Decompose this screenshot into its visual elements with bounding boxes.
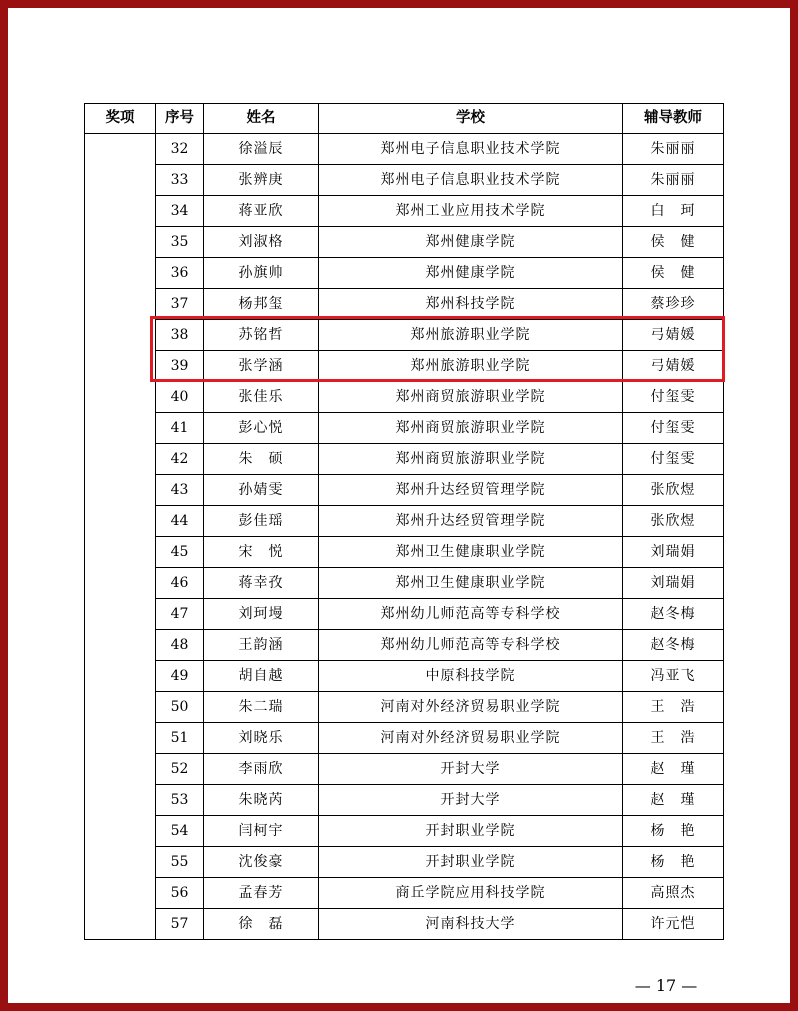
name-cell: 宋 悦 [204,537,319,568]
seq-cell: 50 [156,692,204,723]
teacher-cell: 王 浩 [623,723,724,754]
header-award: 奖项 [85,104,156,134]
seq-cell: 40 [156,382,204,413]
seq-cell: 57 [156,909,204,940]
school-cell: 郑州电子信息职业技术学院 [319,165,623,196]
school-cell: 河南科技大学 [319,909,623,940]
school-cell: 郑州健康学院 [319,227,623,258]
table-row [85,847,724,878]
teacher-cell: 蔡珍珍 [623,289,724,320]
seq-cell: 32 [156,134,204,165]
teacher-cell: 王 浩 [623,692,724,723]
header-name: 姓名 [204,104,319,134]
table-row [85,475,724,506]
teacher-cell: 刘瑞娟 [623,537,724,568]
school-cell: 郑州健康学院 [319,258,623,289]
school-cell: 开封职业学院 [319,847,623,878]
table-row [85,568,724,599]
name-cell: 朱二瑞 [204,692,319,723]
teacher-cell: 张欣煜 [623,506,724,537]
name-cell: 沈俊豪 [204,847,319,878]
school-cell: 郑州旅游职业学院 [319,320,623,351]
table-row [85,351,724,382]
name-cell: 彭佳瑶 [204,506,319,537]
school-cell: 郑州卫生健康职业学院 [319,537,623,568]
seq-cell: 54 [156,816,204,847]
table-row [85,785,724,816]
table-row [85,382,724,413]
teacher-cell: 刘瑞娟 [623,568,724,599]
teacher-cell: 赵 瑾 [623,785,724,816]
school-cell: 郑州升达经贸管理学院 [319,506,623,537]
school-cell: 郑州电子信息职业技术学院 [319,134,623,165]
school-cell: 商丘学院应用科技学院 [319,878,623,909]
school-cell: 郑州幼儿师范高等专科学校 [319,630,623,661]
header-school: 学校 [319,104,623,134]
teacher-cell: 弓婧媛 [623,351,724,382]
table-header-row [85,104,724,134]
name-cell: 蒋亚欣 [204,196,319,227]
teacher-cell: 白 珂 [623,196,724,227]
table-row [85,444,724,475]
name-cell: 徐溢辰 [204,134,319,165]
teacher-cell: 付玺雯 [623,413,724,444]
table-row [85,754,724,785]
name-cell: 孙旗帅 [204,258,319,289]
teacher-cell: 杨 艳 [623,847,724,878]
name-cell: 杨邦玺 [204,289,319,320]
seq-cell: 47 [156,599,204,630]
table-row [85,816,724,847]
table-row [85,165,724,196]
award-cell [85,134,156,940]
name-cell: 闫柯宇 [204,816,319,847]
teacher-cell: 赵 瑾 [623,754,724,785]
name-cell: 苏铭哲 [204,320,319,351]
table-row [85,692,724,723]
name-cell: 朱 硕 [204,444,319,475]
seq-cell: 55 [156,847,204,878]
name-cell: 张佳乐 [204,382,319,413]
school-cell: 郑州商贸旅游职业学院 [319,382,623,413]
table-row [85,537,724,568]
teacher-cell: 张欣煜 [623,475,724,506]
teacher-cell: 侯 健 [623,258,724,289]
name-cell: 张学涵 [204,351,319,382]
name-cell: 张辨庚 [204,165,319,196]
teacher-cell: 付玺雯 [623,382,724,413]
teacher-cell: 赵冬梅 [623,630,724,661]
teacher-cell: 高照杰 [623,878,724,909]
table-row [85,258,724,289]
seq-cell: 56 [156,878,204,909]
name-cell: 朱晓芮 [204,785,319,816]
name-cell: 蒋幸孜 [204,568,319,599]
name-cell: 刘晓乐 [204,723,319,754]
name-cell: 胡自越 [204,661,319,692]
teacher-cell: 弓婧媛 [623,320,724,351]
table-row [85,630,724,661]
seq-cell: 42 [156,444,204,475]
seq-cell: 46 [156,568,204,599]
table-row [85,506,724,537]
page-number: — 17 — [634,976,698,995]
seq-cell: 49 [156,661,204,692]
school-cell: 郑州商贸旅游职业学院 [319,444,623,475]
name-cell: 刘珂墁 [204,599,319,630]
seq-cell: 33 [156,165,204,196]
name-cell: 徐 磊 [204,909,319,940]
table-row [85,289,724,320]
table-row [85,909,724,940]
table-row [85,878,724,909]
seq-cell: 44 [156,506,204,537]
teacher-cell: 侯 健 [623,227,724,258]
table-row [85,196,724,227]
table-row [85,320,724,351]
header-teacher: 辅导教师 [623,104,724,134]
school-cell: 河南对外经济贸易职业学院 [319,723,623,754]
name-cell: 孟春芳 [204,878,319,909]
seq-cell: 51 [156,723,204,754]
school-cell: 郑州工业应用技术学院 [319,196,623,227]
seq-cell: 41 [156,413,204,444]
teacher-cell: 赵冬梅 [623,599,724,630]
table-row [85,227,724,258]
school-cell: 中原科技学院 [319,661,623,692]
school-cell: 郑州幼儿师范高等专科学校 [319,599,623,630]
teacher-cell: 冯亚飞 [623,661,724,692]
seq-cell: 36 [156,258,204,289]
seq-cell: 53 [156,785,204,816]
table-row [85,134,724,165]
seq-cell: 35 [156,227,204,258]
table-row [85,599,724,630]
teacher-cell: 朱丽丽 [623,134,724,165]
seq-cell: 39 [156,351,204,382]
school-cell: 开封大学 [319,754,623,785]
name-cell: 彭心悦 [204,413,319,444]
teacher-cell: 许元恺 [623,909,724,940]
school-cell: 郑州商贸旅游职业学院 [319,413,623,444]
seq-cell: 43 [156,475,204,506]
award-roster-table [84,103,724,940]
seq-cell: 48 [156,630,204,661]
school-cell: 河南对外经济贸易职业学院 [319,692,623,723]
name-cell: 王韵涵 [204,630,319,661]
school-cell: 开封大学 [319,785,623,816]
teacher-cell: 朱丽丽 [623,165,724,196]
table-row [85,413,724,444]
teacher-cell: 付玺雯 [623,444,724,475]
table-row [85,661,724,692]
teacher-cell: 杨 艳 [623,816,724,847]
name-cell: 李雨欣 [204,754,319,785]
table-row [85,723,724,754]
school-cell: 郑州旅游职业学院 [319,351,623,382]
name-cell: 孙婧雯 [204,475,319,506]
seq-cell: 45 [156,537,204,568]
school-cell: 开封职业学院 [319,816,623,847]
seq-cell: 37 [156,289,204,320]
school-cell: 郑州升达经贸管理学院 [319,475,623,506]
header-seq: 序号 [156,104,204,134]
seq-cell: 34 [156,196,204,227]
school-cell: 郑州卫生健康职业学院 [319,568,623,599]
table-body [85,134,724,940]
seq-cell: 38 [156,320,204,351]
seq-cell: 52 [156,754,204,785]
name-cell: 刘淑格 [204,227,319,258]
school-cell: 郑州科技学院 [319,289,623,320]
